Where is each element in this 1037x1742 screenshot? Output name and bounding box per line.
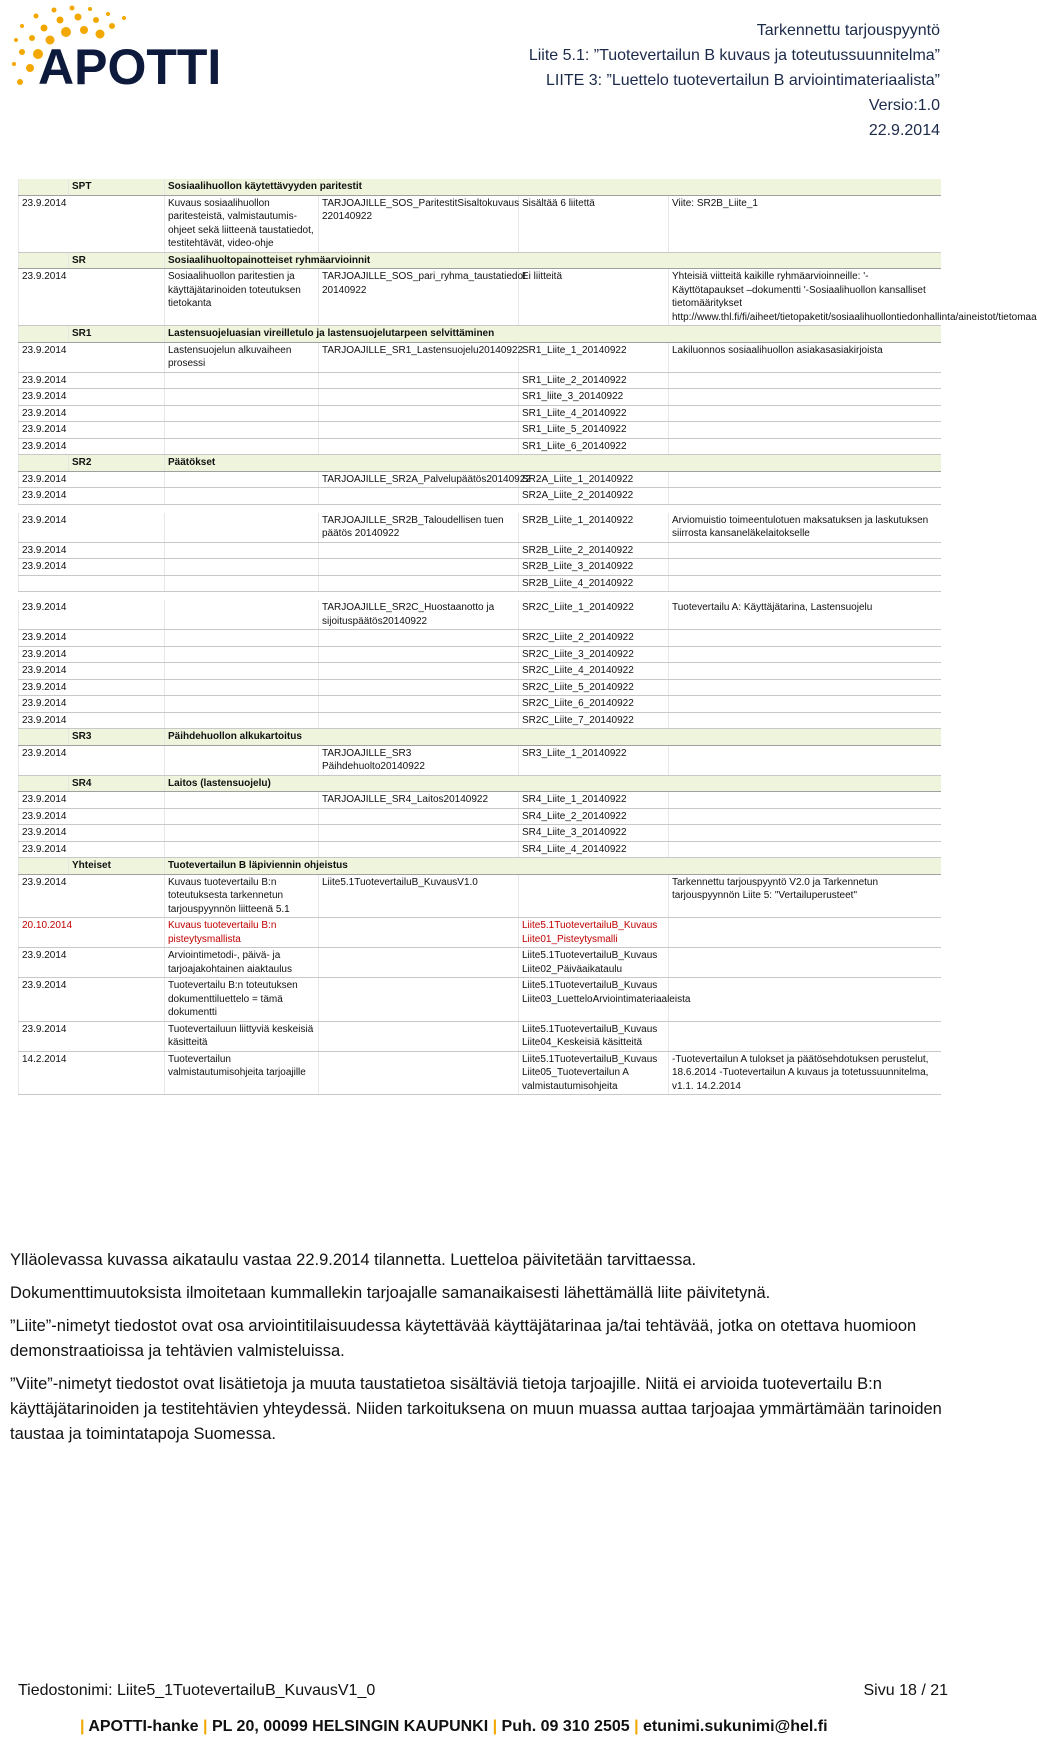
file-cell: Liite5.1TuotevertailuB_KuvausV1.0: [319, 874, 519, 918]
file-cell: [319, 389, 519, 406]
file-cell: [319, 1051, 519, 1095]
attachment-cell: SR3_Liite_1_20140922: [519, 745, 669, 775]
description-cell: [165, 559, 319, 576]
file-cell: [319, 575, 519, 592]
reference-cell: [669, 422, 941, 439]
file-cell: TARJOAJILLE_SR2C_Huostaanotto ja sijoituspäätös20140922: [319, 600, 519, 630]
reference-cell: [669, 389, 941, 406]
attachment-cell: Liite5.1TuotevertailuB_Kuvaus Liite02_Päiväaikataulu: [519, 948, 669, 978]
date-cell: 23.9.2014: [19, 712, 165, 729]
table-row: [19, 542, 941, 559]
section-title: Sosiaalihuollon käytettävyyden paritestit: [165, 179, 941, 195]
table-row: [19, 195, 941, 252]
table-row: [19, 696, 941, 713]
table-row: [19, 342, 941, 372]
reference-cell: [669, 825, 941, 842]
page-footer: [18, 1682, 948, 1700]
file-cell: [319, 679, 519, 696]
file-cell: [319, 978, 519, 1022]
section-header-row: [19, 326, 941, 343]
separator: |: [629, 1718, 644, 1735]
date-cell: 23.9.2014: [19, 696, 165, 713]
description-cell: [165, 841, 319, 858]
file-cell: [319, 808, 519, 825]
description-cell: Sosiaalihuollon paritestien ja käyttäjätarinoiden toteutuksen tietokanta: [165, 269, 319, 326]
description-cell: [165, 542, 319, 559]
section-header-row: [19, 252, 941, 269]
spacer-cell: [19, 592, 941, 601]
material-table: [18, 179, 1037, 1095]
paragraph: ”Liite”-nimetyt tiedostot ovat osa arviointitilaisuudessa käytettävää käyttäjätarinaa ja/tai tehtävää, jotka on otettava huomioon demonstraatioissa ja tehtävien valmisteluissa.: [10, 1317, 917, 1360]
reference-cell: [669, 679, 941, 696]
reference-cell: Tarkennettu tarjouspyyntö V2.0 ja Tarkennetun tarjouspyynnön Liite 5: "Vertailuperusteet": [669, 874, 941, 918]
date-cell: [19, 575, 165, 592]
date-cell: 23.9.2014: [19, 438, 165, 455]
date-cell: 23.9.2014: [19, 405, 165, 422]
table-row: [19, 745, 941, 775]
date-cell: 23.9.2014: [19, 841, 165, 858]
reference-cell: [669, 841, 941, 858]
reference-cell: [669, 1021, 941, 1051]
header-line: Versio:1.0: [868, 97, 940, 114]
section-header-row: [19, 455, 941, 472]
reference-cell: [669, 808, 941, 825]
reference-cell: [669, 630, 941, 647]
reference-cell: [669, 488, 941, 505]
section-code: SR1: [69, 326, 165, 343]
page-number: Sivu 18 / 21: [863, 1682, 948, 1699]
reference-cell: [669, 372, 941, 389]
attachment-cell: SR4_Liite_3_20140922: [519, 825, 669, 842]
description-cell: Tuotevertailu B:n toteutuksen dokumenttiluettelo = tämä dokumentti: [165, 978, 319, 1022]
reference-cell: [669, 948, 941, 978]
spacer-row: [19, 592, 941, 601]
description-cell: [165, 808, 319, 825]
file-cell: [319, 405, 519, 422]
description-cell: [165, 372, 319, 389]
attachment-cell: SR2C_Liite_7_20140922: [519, 712, 669, 729]
reference-cell: [669, 696, 941, 713]
reference-cell: [669, 745, 941, 775]
attachment-cell: SR1_liite_3_20140922: [519, 389, 669, 406]
section-header-row: [19, 775, 941, 792]
attachment-cell: SR1_Liite_1_20140922: [519, 342, 669, 372]
date-cell: 23.9.2014: [19, 195, 165, 252]
paragraph: ”Viite”-nimetyt tiedostot ovat lisätietoja ja muuta taustatietoa sisältäviä tietoja tarjoajille. Niitä ei arvioida tuotevertailu B:n käyttäjätarinoiden ja testitehtävien yhteydessä. Niiden tarkoituksena on muun muassa auttaa tarjoajaa ymmärtämään tarinoiden taustaa ja toimintatapoja Suomessa.: [10, 1375, 942, 1443]
file-cell: TARJOAJILLE_SOS_pari_ryhma_taustatiedot 20140922: [319, 269, 519, 326]
date-cell: 23.9.2014: [19, 745, 165, 775]
reference-cell: -Tuotevertailun A tulokset ja päätösehdotuksen perustelut, 18.6.2014 -Tuotevertailun A kuvaus ja totetussuunnitelma, v1.1. 14.2.2014: [669, 1051, 941, 1095]
attachment-cell: SR2C_Liite_4_20140922: [519, 663, 669, 680]
section-spacer: [19, 326, 69, 343]
date-cell: 23.9.2014: [19, 269, 165, 326]
description-cell: Kuvaus sosiaalihuollon paritesteistä, valmistautumis-ohjeet sekä liitteenä taustatiedot, testitehtävät, video-ohje: [165, 195, 319, 252]
attachment-cell: SR4_Liite_2_20140922: [519, 808, 669, 825]
file-cell: TARJOAJILLE_SR4_Laitos20140922: [319, 792, 519, 809]
spacer-row: [19, 504, 941, 513]
table-row: [19, 630, 941, 647]
table-row: [19, 513, 941, 543]
attachment-cell: SR1_Liite_6_20140922: [519, 438, 669, 455]
section-title: Laitos (lastensuojelu): [165, 775, 941, 792]
description-cell: Tuotevertailuun liittyviä keskeisiä käsitteitä: [165, 1021, 319, 1051]
date-cell: 23.9.2014: [19, 978, 165, 1022]
reference-cell: [669, 575, 941, 592]
table-row: [19, 1051, 941, 1095]
description-cell: [165, 438, 319, 455]
section-code: SR: [69, 252, 165, 269]
header-line: Tarkennettu tarjouspyyntö: [756, 22, 940, 39]
date-cell: 23.9.2014: [19, 663, 165, 680]
contact-line: [80, 1718, 828, 1736]
file-cell: [319, 488, 519, 505]
date-cell: 23.9.2014: [19, 808, 165, 825]
reference-cell: Viite: SR2B_Liite_1: [669, 195, 941, 252]
date-cell: 23.9.2014: [19, 559, 165, 576]
table-row: [19, 918, 941, 948]
reference-cell: [669, 559, 941, 576]
attachment-cell: SR2C_Liite_5_20140922: [519, 679, 669, 696]
section-code: SR4: [69, 775, 165, 792]
explanation-text: [10, 1248, 945, 1455]
attachment-cell: SR2B_Liite_1_20140922: [519, 513, 669, 543]
description-cell: Kuvaus tuotevertailu B:n pisteytysmallista: [165, 918, 319, 948]
description-cell: Arviointimetodi-, päivä- ja tarjoajakohtainen aiaktaulus: [165, 948, 319, 978]
section-spacer: [19, 858, 69, 875]
section-code: Yhteiset: [69, 858, 165, 875]
attachment-cell: SR2B_Liite_4_20140922: [519, 575, 669, 592]
attachment-cell: SR2B_Liite_3_20140922: [519, 559, 669, 576]
reference-cell: Yhteisiä viitteitä kaikille ryhmäarvioinneille: '-Käyttötapaukset –dokumentti '-Sosiaalihuollon kansalliset tietomääritykset http://www.thl.fi/fi/aiheet/tietopaketit/sosiaalihuollontiedonhallinta/aineistot/tietomaa: [669, 269, 941, 326]
file-cell: [319, 372, 519, 389]
reference-cell: [669, 663, 941, 680]
table-row: [19, 679, 941, 696]
file-cell: [319, 712, 519, 729]
date-cell: 23.9.2014: [19, 948, 165, 978]
attachment-cell: Liite5.1TuotevertailuB_Kuvaus Liite01_Pisteytysmalli: [519, 918, 669, 948]
file-cell: [319, 918, 519, 948]
description-cell: [165, 575, 319, 592]
file-cell: [319, 825, 519, 842]
reference-cell: [669, 712, 941, 729]
section-header-row: [19, 858, 941, 875]
table-row: [19, 1021, 941, 1051]
separator: |: [80, 1718, 89, 1735]
section-spacer: [19, 775, 69, 792]
table-row: [19, 372, 941, 389]
table-row: [19, 389, 941, 406]
paragraph: Ylläolevassa kuvassa aikataulu vastaa 22.9.2014 tilannetta. Luetteloa päivitetään tarvittaessa.: [10, 1251, 697, 1269]
attachment-cell: SR2B_Liite_2_20140922: [519, 542, 669, 559]
description-cell: [165, 696, 319, 713]
date-cell: 23.9.2014: [19, 389, 165, 406]
date-cell: 23.9.2014: [19, 342, 165, 372]
file-cell: [319, 542, 519, 559]
attachment-cell: Liite5.1TuotevertailuB_Kuvaus Liite04_Keskeisiä käsitteitä: [519, 1021, 669, 1051]
section-spacer: [19, 455, 69, 472]
header-line: LIITE 3: ”Luettelo tuotevertailun B arviointimateriaalista”: [546, 72, 940, 89]
reference-cell: Arviomuistio toimeentulotuen maksatuksen ja laskutuksen siirrosta kansaneläkelaitokselle: [669, 513, 941, 543]
description-cell: [165, 405, 319, 422]
table-row: [19, 405, 941, 422]
description-cell: [165, 825, 319, 842]
description-cell: [165, 679, 319, 696]
contact-part: PL 20, 00099 HELSINGIN KAUPUNKI: [211, 1718, 489, 1735]
table-row: [19, 808, 941, 825]
description-cell: [165, 712, 319, 729]
section-code: SR2: [69, 455, 165, 472]
date-cell: 23.9.2014: [19, 646, 165, 663]
date-cell: 23.9.2014: [19, 600, 165, 630]
table-row: [19, 646, 941, 663]
header-line: 22.9.2014: [868, 122, 940, 139]
attachment-cell: SR2C_Liite_6_20140922: [519, 696, 669, 713]
reference-cell: [669, 978, 941, 1022]
table-row: [19, 712, 941, 729]
description-cell: [165, 488, 319, 505]
section-title: Sosiaalihuoltopainotteiset ryhmäarvioinnit: [165, 252, 941, 269]
date-cell: 23.9.2014: [19, 471, 165, 488]
table-row: [19, 269, 941, 326]
date-cell: 23.9.2014: [19, 792, 165, 809]
date-cell: 23.9.2014: [19, 1021, 165, 1051]
attachment-cell: SR1_Liite_4_20140922: [519, 405, 669, 422]
attachment-cell: SR2A_Liite_2_20140922: [519, 488, 669, 505]
attachment-cell: SR1_Liite_5_20140922: [519, 422, 669, 439]
attachment-cell: SR2A_Liite_1_20140922: [519, 471, 669, 488]
description-cell: [165, 630, 319, 647]
attachment-cell: Sisältää 6 liitettä: [519, 195, 669, 252]
table-row: [19, 792, 941, 809]
file-cell: TARJOAJILLE_SOS_ParitestitSisaltokuvaus 220140922: [319, 195, 519, 252]
description-cell: Lastensuojelun alkuvaiheen prosessi: [165, 342, 319, 372]
reference-cell: [669, 542, 941, 559]
file-cell: [319, 663, 519, 680]
table-row: [19, 471, 941, 488]
reference-cell: [669, 792, 941, 809]
attachment-cell: [519, 874, 669, 918]
date-cell: 23.9.2014: [19, 542, 165, 559]
footer-filename: Tiedostonimi: Liite5_1TuotevertailuB_KuvausV1_0: [18, 1682, 376, 1699]
contact-part: Puh. 09 310 2505: [501, 1718, 630, 1735]
table-row: [19, 825, 941, 842]
document-header: [529, 18, 940, 143]
date-cell: 23.9.2014: [19, 874, 165, 918]
section-code: SPT: [69, 179, 165, 195]
description-cell: [165, 600, 319, 630]
date-cell: 23.9.2014: [19, 513, 165, 543]
description-cell: [165, 745, 319, 775]
table-row: [19, 559, 941, 576]
section-spacer: [19, 179, 69, 195]
section-header-row: [19, 179, 941, 195]
spacer-cell: [19, 504, 941, 513]
file-cell: [319, 646, 519, 663]
date-cell: 23.9.2014: [19, 679, 165, 696]
attachment-cell: Liite5.1TuotevertailuB_Kuvaus Liite03_LuetteloArviointimateriaaleista: [519, 978, 669, 1022]
table-row: [19, 600, 941, 630]
description-cell: [165, 422, 319, 439]
section-spacer: [19, 729, 69, 746]
description-cell: Kuvaus tuotevertailu B:n toteutuksesta tarkennetun tarjouspyynnön liitteenä 5.1: [165, 874, 319, 918]
file-cell: TARJOAJILLE_SR3 Päihdehuolto20140922: [319, 745, 519, 775]
contact-part: etunimi.sukunimi@hel.fi: [643, 1718, 828, 1735]
section-title: Päihdehuollon alkukartoitus: [165, 729, 941, 746]
file-cell: [319, 438, 519, 455]
file-cell: [319, 422, 519, 439]
attachment-cell: SR2C_Liite_3_20140922: [519, 646, 669, 663]
file-cell: TARJOAJILLE_SR2A_Palvelupäätös20140922: [319, 471, 519, 488]
attachment-cell: SR2C_Liite_1_20140922: [519, 600, 669, 630]
date-cell: 23.9.2014: [19, 630, 165, 647]
apotti-logo: [8, 4, 248, 104]
date-cell: 14.2.2014: [19, 1051, 165, 1095]
description-cell: [165, 513, 319, 543]
date-cell: 23.9.2014: [19, 825, 165, 842]
table-row: [19, 575, 941, 592]
table-row: [19, 663, 941, 680]
attachment-cell: Ei liitteitä: [519, 269, 669, 326]
description-cell: Tuotevertailun valmistautumisohjeita tarjoajille: [165, 1051, 319, 1095]
file-cell: [319, 559, 519, 576]
date-cell: 23.9.2014: [19, 488, 165, 505]
reference-cell: Tuotevertailu A: Käyttäjätarina, Lastensuojelu: [669, 600, 941, 630]
description-cell: [165, 389, 319, 406]
reference-cell: [669, 471, 941, 488]
description-cell: [165, 471, 319, 488]
section-header-row: [19, 729, 941, 746]
date-cell: 23.9.2014: [19, 422, 165, 439]
description-cell: [165, 646, 319, 663]
section-title: Lastensuojeluasian vireilletulo ja lastensuojelutarpeen selvittäminen: [165, 326, 941, 343]
separator: |: [198, 1718, 212, 1735]
reference-cell: [669, 405, 941, 422]
table-row: [19, 438, 941, 455]
section-title: Päätökset: [165, 455, 941, 472]
section-title: Tuotevertailun B läpiviennin ohjeistus: [165, 858, 941, 875]
table-row: [19, 422, 941, 439]
attachment-cell: Liite5.1TuotevertailuB_Kuvaus Liite05_Tuotevertailun A valmistautumisohjeita: [519, 1051, 669, 1095]
table-row: [19, 874, 941, 918]
attachment-cell: SR2C_Liite_2_20140922: [519, 630, 669, 647]
section-code: SR3: [69, 729, 165, 746]
reference-cell: Lakiluonnos sosiaalihuollon asiakasasiakirjoista: [669, 342, 941, 372]
file-cell: TARJOAJILLE_SR1_Lastensuojelu20140922: [319, 342, 519, 372]
table-row: [19, 948, 941, 978]
file-cell: [319, 696, 519, 713]
table-row: [19, 978, 941, 1022]
file-cell: [319, 948, 519, 978]
file-cell: [319, 841, 519, 858]
description-cell: [165, 663, 319, 680]
date-cell: 23.9.2014: [19, 372, 165, 389]
description-cell: [165, 792, 319, 809]
contact-part: APOTTI-hanke: [88, 1718, 199, 1735]
file-cell: TARJOAJILLE_SR2B_Taloudellisen tuen päätös 20140922: [319, 513, 519, 543]
paragraph: Dokumenttimuutoksista ilmoitetaan kummallekin tarjoajalle samanaikaisesti lähettämällä liite päivitetynä.: [10, 1284, 771, 1302]
date-cell: 20.10.2014: [19, 918, 165, 948]
file-cell: [319, 1021, 519, 1051]
section-spacer: [19, 252, 69, 269]
table-row: [19, 488, 941, 505]
reference-cell: [669, 438, 941, 455]
attachment-cell: SR4_Liite_4_20140922: [519, 841, 669, 858]
reference-cell: [669, 918, 941, 948]
reference-cell: [669, 646, 941, 663]
table-row: [19, 841, 941, 858]
file-cell: [319, 630, 519, 647]
attachment-cell: SR1_Liite_2_20140922: [519, 372, 669, 389]
attachment-cell: SR4_Liite_1_20140922: [519, 792, 669, 809]
separator: |: [488, 1718, 502, 1735]
logo-text: APOTTI: [38, 39, 222, 95]
header-line: Liite 5.1: ”Tuotevertailun B kuvaus ja toteutussuunnitelma”: [528, 47, 940, 64]
